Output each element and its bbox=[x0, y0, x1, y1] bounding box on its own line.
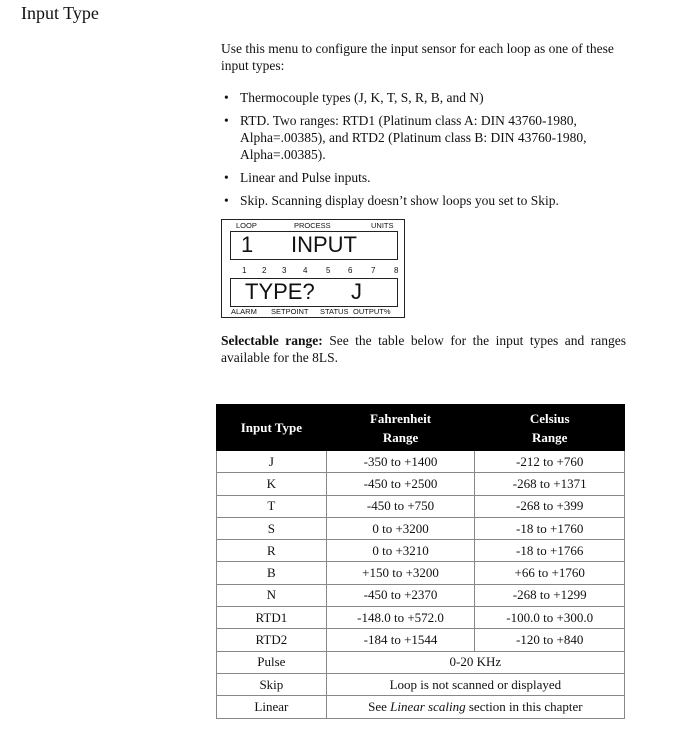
table-row bbox=[217, 584, 625, 606]
list-item-text: Thermocouple types (J, K, T, S, R, B, and N) bbox=[240, 90, 484, 105]
cell-input-type: Pulse bbox=[217, 651, 327, 673]
lcd-label-process: PROCESS bbox=[294, 221, 331, 230]
table-row bbox=[217, 629, 625, 651]
lcd-label-alarm: ALARM bbox=[231, 307, 257, 316]
lcd-loop-number: 1 bbox=[241, 232, 254, 257]
cell-fahrenheit: +150 to +3200 bbox=[326, 562, 475, 584]
cell-input-type: B bbox=[217, 562, 327, 584]
list-item-text: Linear and Pulse inputs. bbox=[240, 170, 371, 185]
bullet-icon: • bbox=[224, 90, 229, 105]
table-row bbox=[217, 451, 625, 473]
cell-celsius: -268 to +399 bbox=[475, 495, 625, 517]
lcd-loop-indicator: 5 bbox=[326, 266, 331, 275]
header-fahrenheit: Fahrenheit bbox=[369, 410, 432, 426]
cell-fahrenheit: -148.0 to +572.0 bbox=[326, 607, 475, 629]
table-header-row bbox=[217, 405, 625, 451]
cell-input-type: Linear bbox=[217, 696, 327, 718]
lcd-loop-indicator: 8 bbox=[394, 266, 399, 275]
bullet-icon: • bbox=[224, 170, 229, 185]
header-celsius-sub: Range bbox=[532, 429, 568, 445]
cell-fahrenheit: -184 to +1544 bbox=[326, 629, 475, 651]
input-type-list bbox=[221, 89, 631, 215]
lcd-line-1 bbox=[230, 231, 398, 260]
bullet-icon: • bbox=[224, 193, 229, 208]
selectable-range-text: See the table below for the input types and ranges available for the 8LS. bbox=[221, 333, 627, 365]
cell-fahrenheit: -450 to +750 bbox=[326, 495, 475, 517]
lcd-loop-indicator: 3 bbox=[282, 266, 287, 275]
list-item bbox=[221, 169, 631, 186]
table-row bbox=[217, 562, 625, 584]
table-row bbox=[217, 673, 625, 695]
selectable-range-label: Selectable range: bbox=[221, 333, 323, 348]
lcd-display-figure bbox=[221, 219, 405, 318]
lcd-label-setpoint: SETPOINT bbox=[271, 307, 309, 316]
cell-celsius: -212 to +760 bbox=[475, 451, 625, 473]
table-row bbox=[217, 607, 625, 629]
cell-range-span: 0-20 KHz bbox=[326, 651, 624, 673]
lcd-loop-indicators bbox=[222, 266, 404, 276]
linear-suffix: section in this chapter bbox=[465, 698, 583, 714]
cell-input-type: T bbox=[217, 495, 327, 517]
cell-fahrenheit: 0 to +3200 bbox=[326, 517, 475, 539]
table-row bbox=[217, 473, 625, 495]
lcd-label-units: UNITS bbox=[371, 221, 394, 230]
table-row bbox=[217, 517, 625, 539]
cell-input-type: K bbox=[217, 473, 327, 495]
list-item-text: Skip. Scanning display doesn’t show loops you set to Skip. bbox=[240, 193, 559, 208]
lcd-label-output: OUTPUT% bbox=[353, 307, 391, 316]
table-row bbox=[217, 540, 625, 562]
lcd-loop-indicator: 4 bbox=[303, 266, 308, 275]
cell-range-span bbox=[326, 696, 624, 718]
lcd-line-1-text: INPUT bbox=[291, 232, 357, 257]
cell-celsius: -18 to +1760 bbox=[475, 517, 625, 539]
header-celsius-range bbox=[475, 405, 625, 451]
cell-celsius: -100.0 to +300.0 bbox=[475, 607, 625, 629]
cell-celsius: -18 to +1766 bbox=[475, 540, 625, 562]
list-item-text: RTD. Two ranges: RTD1 (Platinum class A: DIN 43760-1980, Alpha=.00385), and RTD2 (Platinum class B: DIN 43760-1980, Alpha=.00385). bbox=[240, 113, 587, 162]
header-fahrenheit-range bbox=[326, 405, 475, 451]
cell-celsius: +66 to +1760 bbox=[475, 562, 625, 584]
lcd-label-loop: LOOP bbox=[236, 221, 257, 230]
cell-fahrenheit: -350 to +1400 bbox=[326, 451, 475, 473]
list-item bbox=[221, 112, 631, 163]
cell-celsius: -268 to +1371 bbox=[475, 473, 625, 495]
bullet-icon: • bbox=[224, 113, 229, 128]
cell-celsius: -268 to +1299 bbox=[475, 584, 625, 606]
selectable-range-paragraph bbox=[221, 332, 626, 366]
cell-input-type: RTD1 bbox=[217, 607, 327, 629]
cell-input-type: S bbox=[217, 517, 327, 539]
cell-fahrenheit: -450 to +2500 bbox=[326, 473, 475, 495]
lcd-loop-indicator: 2 bbox=[262, 266, 267, 275]
cell-input-type: Skip bbox=[217, 673, 327, 695]
header-fahrenheit-sub: Range bbox=[382, 429, 419, 445]
list-item bbox=[221, 89, 631, 106]
lcd-line-2 bbox=[230, 278, 398, 307]
intro-paragraph: Use this menu to configure the input sensor for each loop as one of these input types: bbox=[221, 41, 614, 73]
table-row bbox=[217, 495, 625, 517]
header-input-type: Input Type bbox=[217, 405, 327, 451]
linear-prefix: See bbox=[368, 698, 391, 714]
lcd-loop-indicator: 7 bbox=[371, 266, 376, 275]
lcd-line-2-text: TYPE? bbox=[245, 279, 315, 304]
lcd-loop-indicator: 6 bbox=[348, 266, 353, 275]
lcd-line-2-value: J bbox=[351, 279, 362, 304]
cell-fahrenheit: 0 to +3210 bbox=[326, 540, 475, 562]
table-row bbox=[217, 651, 625, 673]
lcd-label-status: STATUS bbox=[320, 307, 349, 316]
lcd-loop-indicator: 1 bbox=[242, 266, 247, 275]
header-celsius: Celsius bbox=[529, 410, 570, 426]
table-row bbox=[217, 696, 625, 718]
cell-fahrenheit: -450 to +2370 bbox=[326, 584, 475, 606]
cell-input-type: N bbox=[217, 584, 327, 606]
page-title: Input Type bbox=[21, 3, 99, 23]
cell-input-type: R bbox=[217, 540, 327, 562]
cell-range-span: Loop is not scanned or displayed bbox=[326, 673, 624, 695]
list-item bbox=[221, 192, 631, 209]
linear-scaling-reference: Linear scaling bbox=[390, 698, 466, 714]
cell-celsius: -120 to +840 bbox=[475, 629, 625, 651]
cell-input-type: RTD2 bbox=[217, 629, 327, 651]
cell-input-type: J bbox=[217, 451, 327, 473]
input-range-table bbox=[216, 404, 625, 719]
